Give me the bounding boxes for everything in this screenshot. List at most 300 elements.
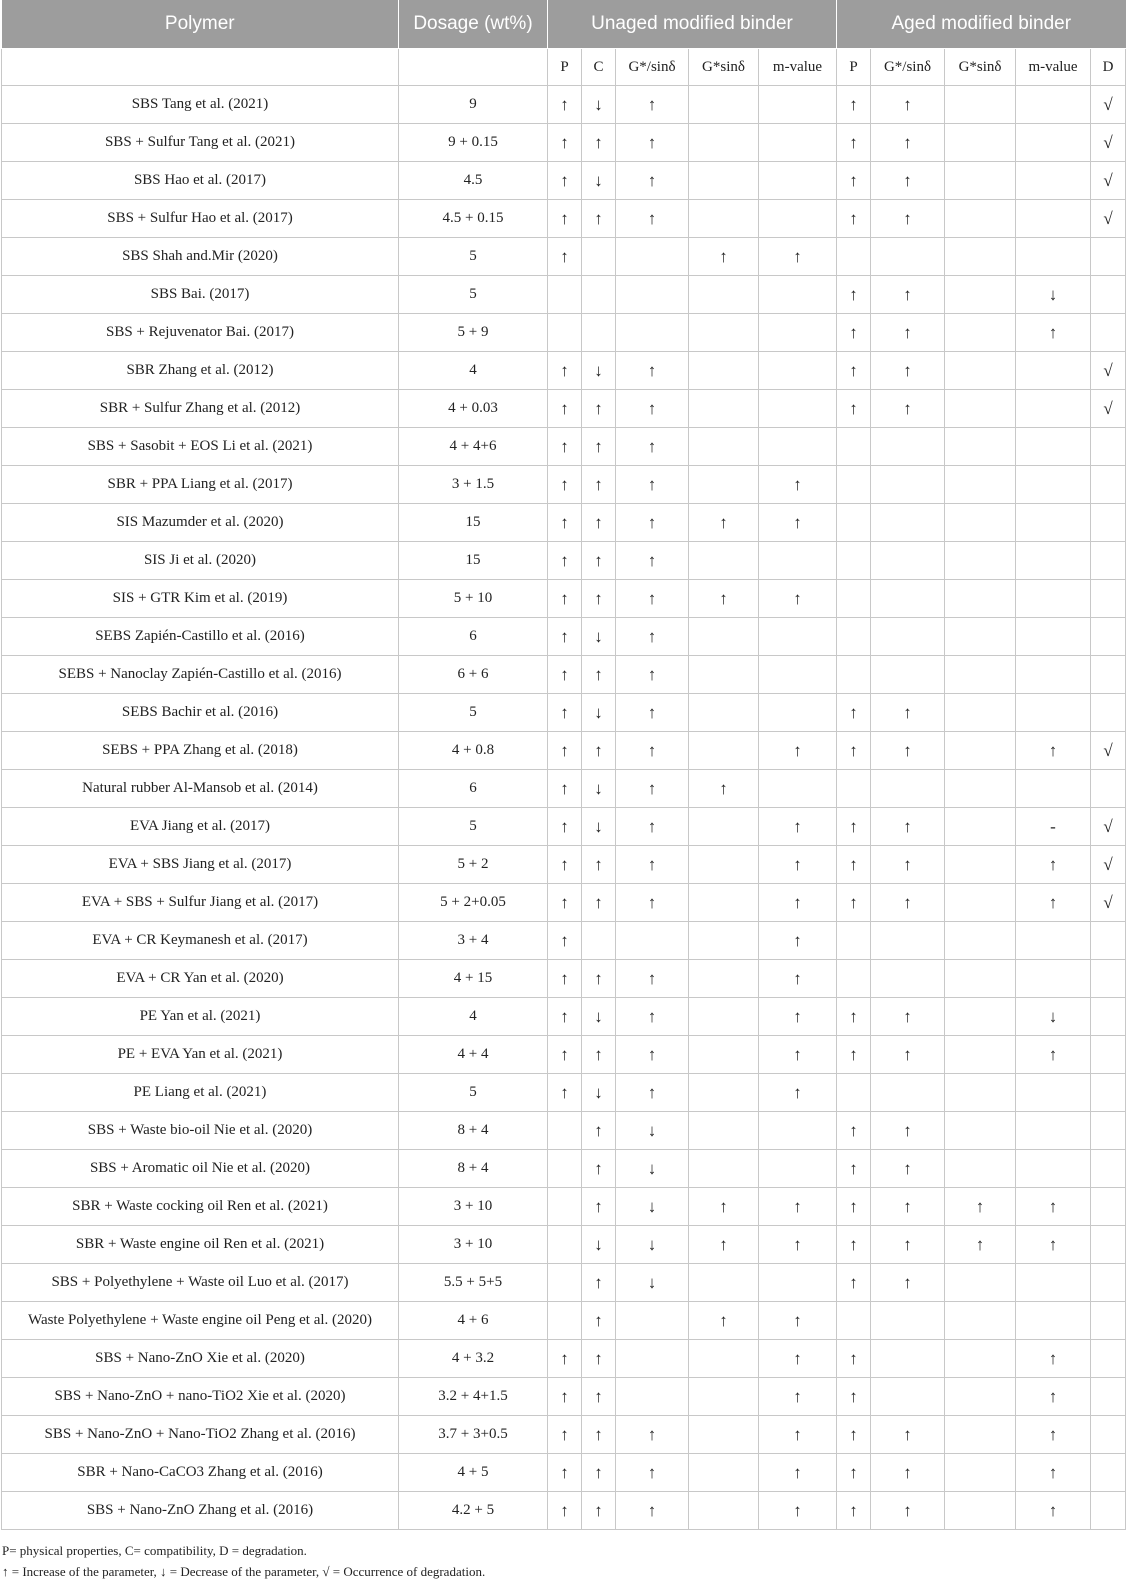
- unaged-gsin-product-cell: [689, 694, 759, 732]
- unaged-gsin-product-cell: [689, 1150, 759, 1188]
- table-row: [2, 238, 1126, 276]
- polymer-cell: SIS Ji et al. (2020): [2, 542, 399, 580]
- unaged-p-cell: [548, 276, 582, 314]
- polymer-cell: SBS + Sulfur Hao et al. (2017): [2, 200, 399, 238]
- aged-m-value-cell: ↑: [1016, 1226, 1091, 1264]
- aged-p-cell: ↑: [837, 1416, 871, 1454]
- dosage-cell: 3.7 + 3+0.5: [399, 1416, 548, 1454]
- unaged-m-value-cell: ↑: [759, 1036, 837, 1074]
- dosage-cell: 6 + 6: [399, 656, 548, 694]
- unaged-m-value-cell: ↑: [759, 998, 837, 1036]
- aged-gsin-ratio-cell: [871, 656, 945, 694]
- aged-gsin-ratio-cell: ↑: [871, 1150, 945, 1188]
- unaged-gsin-ratio-cell: ↑: [616, 770, 689, 808]
- unaged-gsin-ratio-cell: [616, 922, 689, 960]
- aged-p-cell: [837, 238, 871, 276]
- aged-gsin-product-cell: [945, 124, 1016, 162]
- dosage-cell: 4 + 4: [399, 1036, 548, 1074]
- dosage-cell: 5: [399, 694, 548, 732]
- aged-gsin-product-cell: [945, 960, 1016, 998]
- unaged-gsin-product-cell: ↑: [689, 238, 759, 276]
- dosage-cell: 4.5: [399, 162, 548, 200]
- unaged-gsin-ratio-cell: ↑: [616, 428, 689, 466]
- aged-p-cell: ↑: [837, 1340, 871, 1378]
- aged-m-value-cell: ↓: [1016, 998, 1091, 1036]
- unaged-m-value-cell: [759, 542, 837, 580]
- polymer-cell: EVA + SBS Jiang et al. (2017): [2, 846, 399, 884]
- dosage-cell: 4.2 + 5: [399, 1492, 548, 1530]
- unaged-gsin-product-cell: [689, 276, 759, 314]
- dosage-cell: 5: [399, 808, 548, 846]
- subheader-empty: [399, 49, 548, 86]
- table-row: [2, 732, 1126, 770]
- unaged-gsin-product-cell: [689, 352, 759, 390]
- dosage-cell: 4 + 15: [399, 960, 548, 998]
- unaged-gsin-product-cell: [689, 1492, 759, 1530]
- unaged-gsin-ratio-cell: ↑: [616, 162, 689, 200]
- unaged-gsin-ratio-cell: ↑: [616, 352, 689, 390]
- aged-m-value-cell: [1016, 390, 1091, 428]
- unaged-gsin-product-cell: [689, 1454, 759, 1492]
- aged-gsin-ratio-cell: ↑: [871, 390, 945, 428]
- aged-m-value-cell: ↑: [1016, 1492, 1091, 1530]
- aged-m-value-cell: [1016, 504, 1091, 542]
- unaged-p-cell: ↑: [548, 1036, 582, 1074]
- unaged-c-cell: ↓: [582, 1074, 616, 1112]
- aged-m-value-cell: [1016, 162, 1091, 200]
- unaged-p-cell: ↑: [548, 162, 582, 200]
- unaged-p-cell: ↑: [548, 86, 582, 124]
- unaged-p-cell: ↑: [548, 998, 582, 1036]
- unaged-c-cell: ↑: [582, 960, 616, 998]
- unaged-gsin-ratio-cell: ↑: [616, 1454, 689, 1492]
- aged-gsin-product-cell: [945, 162, 1016, 200]
- unaged-gsin-product-cell: ↑: [689, 504, 759, 542]
- header-aged: Aged modified binder: [837, 0, 1126, 49]
- table-row: [2, 1264, 1126, 1302]
- aged-m-value-cell: [1016, 542, 1091, 580]
- aged-degradation-cell: [1091, 998, 1126, 1036]
- aged-p-cell: ↑: [837, 732, 871, 770]
- subheader-aged-gsin-ratio: G*/sinδ: [871, 49, 945, 86]
- aged-gsin-ratio-cell: [871, 922, 945, 960]
- polymer-cell: SBR Zhang et al. (2012): [2, 352, 399, 390]
- unaged-gsin-ratio-cell: ↑: [616, 808, 689, 846]
- aged-gsin-product-cell: [945, 732, 1016, 770]
- unaged-m-value-cell: ↑: [759, 1416, 837, 1454]
- dosage-cell: 4 + 5: [399, 1454, 548, 1492]
- unaged-p-cell: ↑: [548, 1074, 582, 1112]
- aged-m-value-cell: [1016, 466, 1091, 504]
- aged-m-value-cell: [1016, 1264, 1091, 1302]
- aged-gsin-ratio-cell: ↑: [871, 352, 945, 390]
- unaged-gsin-product-cell: [689, 390, 759, 428]
- aged-p-cell: ↑: [837, 1226, 871, 1264]
- polymer-cell: SBS + Waste bio-oil Nie et al. (2020): [2, 1112, 399, 1150]
- aged-gsin-ratio-cell: ↑: [871, 732, 945, 770]
- unaged-gsin-product-cell: [689, 1340, 759, 1378]
- aged-gsin-product-cell: [945, 466, 1016, 504]
- subheader-row: [2, 49, 1126, 86]
- unaged-c-cell: ↑: [582, 504, 616, 542]
- aged-gsin-product-cell: [945, 1036, 1016, 1074]
- aged-m-value-cell: -: [1016, 808, 1091, 846]
- table-row: [2, 1226, 1126, 1264]
- dosage-cell: 4: [399, 998, 548, 1036]
- unaged-m-value-cell: [759, 276, 837, 314]
- aged-degradation-cell: [1091, 542, 1126, 580]
- unaged-p-cell: ↑: [548, 124, 582, 162]
- aged-p-cell: ↑: [837, 1454, 871, 1492]
- dosage-cell: 9 + 0.15: [399, 124, 548, 162]
- dosage-cell: 3 + 1.5: [399, 466, 548, 504]
- table-row: [2, 808, 1126, 846]
- unaged-gsin-ratio-cell: ↓: [616, 1112, 689, 1150]
- aged-degradation-cell: [1091, 770, 1126, 808]
- subheader-aged-m-value: m-value: [1016, 49, 1091, 86]
- aged-gsin-product-cell: [945, 1378, 1016, 1416]
- aged-m-value-cell: [1016, 1074, 1091, 1112]
- polymer-cell: SEBS Bachir et al. (2016): [2, 694, 399, 732]
- aged-degradation-cell: [1091, 1454, 1126, 1492]
- polymer-cell: PE Yan et al. (2021): [2, 998, 399, 1036]
- subheader-aged-p: P: [837, 49, 871, 86]
- aged-m-value-cell: ↑: [1016, 884, 1091, 922]
- unaged-m-value-cell: ↑: [759, 732, 837, 770]
- aged-gsin-product-cell: [945, 542, 1016, 580]
- aged-m-value-cell: [1016, 86, 1091, 124]
- aged-p-cell: ↑: [837, 884, 871, 922]
- unaged-c-cell: ↓: [582, 998, 616, 1036]
- unaged-gsin-ratio-cell: ↑: [616, 656, 689, 694]
- aged-degradation-cell: [1091, 1036, 1126, 1074]
- aged-gsin-ratio-cell: [871, 618, 945, 656]
- unaged-m-value-cell: [759, 656, 837, 694]
- aged-m-value-cell: [1016, 1112, 1091, 1150]
- aged-gsin-product-cell: [945, 504, 1016, 542]
- unaged-m-value-cell: ↑: [759, 1188, 837, 1226]
- aged-gsin-ratio-cell: ↑: [871, 1416, 945, 1454]
- aged-m-value-cell: ↑: [1016, 1416, 1091, 1454]
- aged-degradation-cell: [1091, 466, 1126, 504]
- unaged-gsin-product-cell: [689, 1416, 759, 1454]
- unaged-gsin-product-cell: [689, 314, 759, 352]
- unaged-c-cell: ↑: [582, 200, 616, 238]
- aged-gsin-product-cell: [945, 1264, 1016, 1302]
- aged-gsin-ratio-cell: [871, 238, 945, 276]
- unaged-c-cell: [582, 238, 616, 276]
- aged-gsin-ratio-cell: [871, 1378, 945, 1416]
- unaged-p-cell: [548, 1188, 582, 1226]
- unaged-p-cell: ↑: [548, 542, 582, 580]
- aged-gsin-ratio-cell: ↑: [871, 1264, 945, 1302]
- unaged-p-cell: [548, 314, 582, 352]
- unaged-m-value-cell: [759, 1264, 837, 1302]
- aged-m-value-cell: [1016, 694, 1091, 732]
- unaged-gsin-ratio-cell: ↑: [616, 960, 689, 998]
- aged-gsin-product-cell: [945, 1150, 1016, 1188]
- polymer-cell: SBS + Sasobit + EOS Li et al. (2021): [2, 428, 399, 466]
- unaged-c-cell: ↓: [582, 352, 616, 390]
- unaged-gsin-ratio-cell: ↓: [616, 1188, 689, 1226]
- unaged-c-cell: ↑: [582, 580, 616, 618]
- unaged-c-cell: ↓: [582, 162, 616, 200]
- unaged-p-cell: ↑: [548, 200, 582, 238]
- unaged-p-cell: [548, 1264, 582, 1302]
- dosage-cell: 8 + 4: [399, 1112, 548, 1150]
- aged-degradation-cell: [1091, 1378, 1126, 1416]
- polymer-cell: SBS Hao et al. (2017): [2, 162, 399, 200]
- aged-gsin-product-cell: ↑: [945, 1188, 1016, 1226]
- dosage-cell: 8 + 4: [399, 1150, 548, 1188]
- dosage-cell: 3 + 10: [399, 1188, 548, 1226]
- aged-m-value-cell: ↑: [1016, 1340, 1091, 1378]
- dosage-cell: 4: [399, 352, 548, 390]
- subheader-unaged-c: C: [582, 49, 616, 86]
- aged-p-cell: [837, 922, 871, 960]
- unaged-gsin-ratio-cell: ↑: [616, 86, 689, 124]
- header-dosage: Dosage (wt%): [399, 0, 548, 49]
- unaged-gsin-product-cell: [689, 466, 759, 504]
- aged-p-cell: [837, 542, 871, 580]
- aged-gsin-product-cell: [945, 1492, 1016, 1530]
- unaged-c-cell: [582, 314, 616, 352]
- table-row: [2, 124, 1126, 162]
- unaged-gsin-product-cell: ↑: [689, 1188, 759, 1226]
- aged-p-cell: [837, 504, 871, 542]
- table-row: [2, 846, 1126, 884]
- aged-m-value-cell: [1016, 770, 1091, 808]
- aged-m-value-cell: ↓: [1016, 276, 1091, 314]
- polymer-cell: SBS + Rejuvenator Bai. (2017): [2, 314, 399, 352]
- aged-p-cell: ↑: [837, 124, 871, 162]
- table-row: [2, 1416, 1126, 1454]
- aged-m-value-cell: ↑: [1016, 1454, 1091, 1492]
- polymer-cell: SBR + PPA Liang et al. (2017): [2, 466, 399, 504]
- unaged-gsin-ratio-cell: ↑: [616, 124, 689, 162]
- aged-degradation-cell: [1091, 504, 1126, 542]
- polymer-cell: SBS + Aromatic oil Nie et al. (2020): [2, 1150, 399, 1188]
- footnote-symbols: ↑ = Increase of the parameter, ↓ = Decrease of the parameter, √ = Occurrence of degradation.: [2, 1564, 486, 1579]
- aged-p-cell: ↑: [837, 1378, 871, 1416]
- aged-gsin-product-cell: [945, 1112, 1016, 1150]
- polymer-cell: SBR + Nano-CaCO3 Zhang et al. (2016): [2, 1454, 399, 1492]
- unaged-gsin-ratio-cell: ↑: [616, 732, 689, 770]
- aged-gsin-product-cell: [945, 656, 1016, 694]
- polymer-cell: SBS + Nano-ZnO + Nano-TiO2 Zhang et al. (2016): [2, 1416, 399, 1454]
- aged-gsin-product-cell: [945, 86, 1016, 124]
- unaged-gsin-ratio-cell: ↑: [616, 542, 689, 580]
- aged-gsin-ratio-cell: ↑: [871, 1492, 945, 1530]
- unaged-p-cell: ↑: [548, 1416, 582, 1454]
- polymer-cell: SBR + Sulfur Zhang et al. (2012): [2, 390, 399, 428]
- aged-p-cell: ↑: [837, 694, 871, 732]
- unaged-c-cell: ↑: [582, 1112, 616, 1150]
- unaged-p-cell: ↑: [548, 238, 582, 276]
- aged-m-value-cell: [1016, 656, 1091, 694]
- table-row: [2, 542, 1126, 580]
- unaged-c-cell: ↑: [582, 1454, 616, 1492]
- unaged-gsin-ratio-cell: [616, 1340, 689, 1378]
- polymer-cell: Natural rubber Al-Mansob et al. (2014): [2, 770, 399, 808]
- aged-gsin-ratio-cell: ↑: [871, 998, 945, 1036]
- unaged-p-cell: ↑: [548, 1492, 582, 1530]
- aged-p-cell: ↑: [837, 1150, 871, 1188]
- unaged-m-value-cell: [759, 314, 837, 352]
- aged-m-value-cell: [1016, 618, 1091, 656]
- aged-degradation-cell: [1091, 694, 1126, 732]
- table-row: [2, 618, 1126, 656]
- unaged-m-value-cell: ↑: [759, 1454, 837, 1492]
- aged-m-value-cell: [1016, 922, 1091, 960]
- polymer-cell: SBS + Nano-ZnO Xie et al. (2020): [2, 1340, 399, 1378]
- unaged-gsin-product-cell: [689, 998, 759, 1036]
- polymer-cell: EVA + CR Keymanesh et al. (2017): [2, 922, 399, 960]
- subheader-unaged-m-value: m-value: [759, 49, 837, 86]
- aged-degradation-cell: [1091, 656, 1126, 694]
- polymer-cell: SIS + GTR Kim et al. (2019): [2, 580, 399, 618]
- header-unaged: Unaged modified binder: [548, 0, 837, 49]
- unaged-m-value-cell: ↑: [759, 1302, 837, 1340]
- unaged-c-cell: ↑: [582, 1302, 616, 1340]
- table-row: [2, 694, 1126, 732]
- aged-gsin-ratio-cell: [871, 580, 945, 618]
- table-row: [2, 1188, 1126, 1226]
- dosage-cell: 5: [399, 276, 548, 314]
- aged-gsin-product-cell: [945, 998, 1016, 1036]
- unaged-gsin-product-cell: [689, 846, 759, 884]
- unaged-m-value-cell: ↑: [759, 808, 837, 846]
- unaged-gsin-ratio-cell: ↑: [616, 504, 689, 542]
- unaged-gsin-ratio-cell: ↑: [616, 998, 689, 1036]
- unaged-p-cell: ↑: [548, 1378, 582, 1416]
- unaged-c-cell: [582, 922, 616, 960]
- aged-degradation-cell: [1091, 1150, 1126, 1188]
- dosage-cell: 4 + 0.03: [399, 390, 548, 428]
- unaged-p-cell: ↑: [548, 1340, 582, 1378]
- unaged-m-value-cell: ↑: [759, 1492, 837, 1530]
- aged-degradation-cell: [1091, 580, 1126, 618]
- aged-m-value-cell: [1016, 960, 1091, 998]
- aged-m-value-cell: ↑: [1016, 1188, 1091, 1226]
- unaged-gsin-product-cell: ↑: [689, 580, 759, 618]
- unaged-c-cell: ↑: [582, 1188, 616, 1226]
- aged-p-cell: ↑: [837, 1264, 871, 1302]
- unaged-c-cell: ↑: [582, 1150, 616, 1188]
- aged-gsin-product-cell: [945, 694, 1016, 732]
- aged-gsin-product-cell: [945, 884, 1016, 922]
- aged-gsin-ratio-cell: ↑: [871, 1188, 945, 1226]
- aged-degradation-cell: [1091, 1074, 1126, 1112]
- aged-m-value-cell: ↑: [1016, 1378, 1091, 1416]
- polymer-cell: SBS Bai. (2017): [2, 276, 399, 314]
- unaged-gsin-ratio-cell: ↓: [616, 1226, 689, 1264]
- unaged-m-value-cell: [759, 618, 837, 656]
- polymer-cell: SBS + Nano-ZnO Zhang et al. (2016): [2, 1492, 399, 1530]
- header-row: [2, 0, 1126, 49]
- unaged-p-cell: ↑: [548, 922, 582, 960]
- unaged-gsin-product-cell: [689, 1378, 759, 1416]
- unaged-gsin-ratio-cell: ↑: [616, 1074, 689, 1112]
- aged-degradation-cell: [1091, 1188, 1126, 1226]
- aged-p-cell: [837, 770, 871, 808]
- aged-gsin-product-cell: [945, 1454, 1016, 1492]
- dosage-cell: 5: [399, 238, 548, 276]
- aged-m-value-cell: [1016, 352, 1091, 390]
- dosage-cell: 3 + 4: [399, 922, 548, 960]
- unaged-p-cell: [548, 1112, 582, 1150]
- aged-degradation-cell: [1091, 314, 1126, 352]
- aged-gsin-ratio-cell: [871, 542, 945, 580]
- aged-gsin-product-cell: ↑: [945, 1226, 1016, 1264]
- unaged-m-value-cell: ↑: [759, 884, 837, 922]
- unaged-gsin-ratio-cell: [616, 238, 689, 276]
- unaged-c-cell: ↓: [582, 770, 616, 808]
- aged-degradation-cell: [1091, 618, 1126, 656]
- aged-gsin-product-cell: [945, 200, 1016, 238]
- unaged-gsin-ratio-cell: ↓: [616, 1150, 689, 1188]
- unaged-gsin-ratio-cell: ↑: [616, 466, 689, 504]
- unaged-gsin-product-cell: [689, 1264, 759, 1302]
- aged-m-value-cell: [1016, 1302, 1091, 1340]
- table-row: [2, 428, 1126, 466]
- aged-p-cell: ↑: [837, 1188, 871, 1226]
- unaged-m-value-cell: ↑: [759, 960, 837, 998]
- footnotes: [1, 1540, 1125, 1582]
- aged-gsin-ratio-cell: ↑: [871, 314, 945, 352]
- table-row: [2, 1112, 1126, 1150]
- aged-gsin-ratio-cell: ↑: [871, 1454, 945, 1492]
- unaged-gsin-product-cell: ↑: [689, 770, 759, 808]
- aged-gsin-product-cell: [945, 390, 1016, 428]
- aged-degradation-cell: [1091, 428, 1126, 466]
- aged-p-cell: ↑: [837, 1036, 871, 1074]
- aged-degradation-cell: √: [1091, 884, 1126, 922]
- table-row: [2, 86, 1126, 124]
- unaged-p-cell: ↑: [548, 770, 582, 808]
- unaged-p-cell: ↑: [548, 466, 582, 504]
- unaged-gsin-ratio-cell: [616, 1378, 689, 1416]
- aged-gsin-ratio-cell: [871, 1302, 945, 1340]
- unaged-p-cell: ↑: [548, 960, 582, 998]
- polymer-cell: SBS Shah and.Mir (2020): [2, 238, 399, 276]
- aged-gsin-ratio-cell: ↑: [871, 276, 945, 314]
- unaged-m-value-cell: [759, 162, 837, 200]
- unaged-c-cell: ↓: [582, 808, 616, 846]
- unaged-gsin-ratio-cell: ↑: [616, 580, 689, 618]
- table-row: [2, 466, 1126, 504]
- polymer-cell: SIS Mazumder et al. (2020): [2, 504, 399, 542]
- aged-gsin-ratio-cell: [871, 466, 945, 504]
- table-row: [2, 504, 1126, 542]
- polymer-cell: SBS + Polyethylene + Waste oil Luo et al. (2017): [2, 1264, 399, 1302]
- dosage-cell: 15: [399, 542, 548, 580]
- polymer-cell: SBR + Waste engine oil Ren et al. (2021): [2, 1226, 399, 1264]
- aged-gsin-product-cell: [945, 238, 1016, 276]
- unaged-p-cell: ↑: [548, 1454, 582, 1492]
- dosage-cell: 5 + 10: [399, 580, 548, 618]
- aged-degradation-cell: [1091, 1492, 1126, 1530]
- aged-degradation-cell: [1091, 276, 1126, 314]
- unaged-m-value-cell: [759, 200, 837, 238]
- dosage-cell: 5: [399, 1074, 548, 1112]
- unaged-m-value-cell: ↑: [759, 922, 837, 960]
- aged-p-cell: ↑: [837, 846, 871, 884]
- dosage-cell: 5 + 9: [399, 314, 548, 352]
- aged-degradation-cell: [1091, 1416, 1126, 1454]
- table-row: [2, 1492, 1126, 1530]
- unaged-gsin-ratio-cell: ↑: [616, 694, 689, 732]
